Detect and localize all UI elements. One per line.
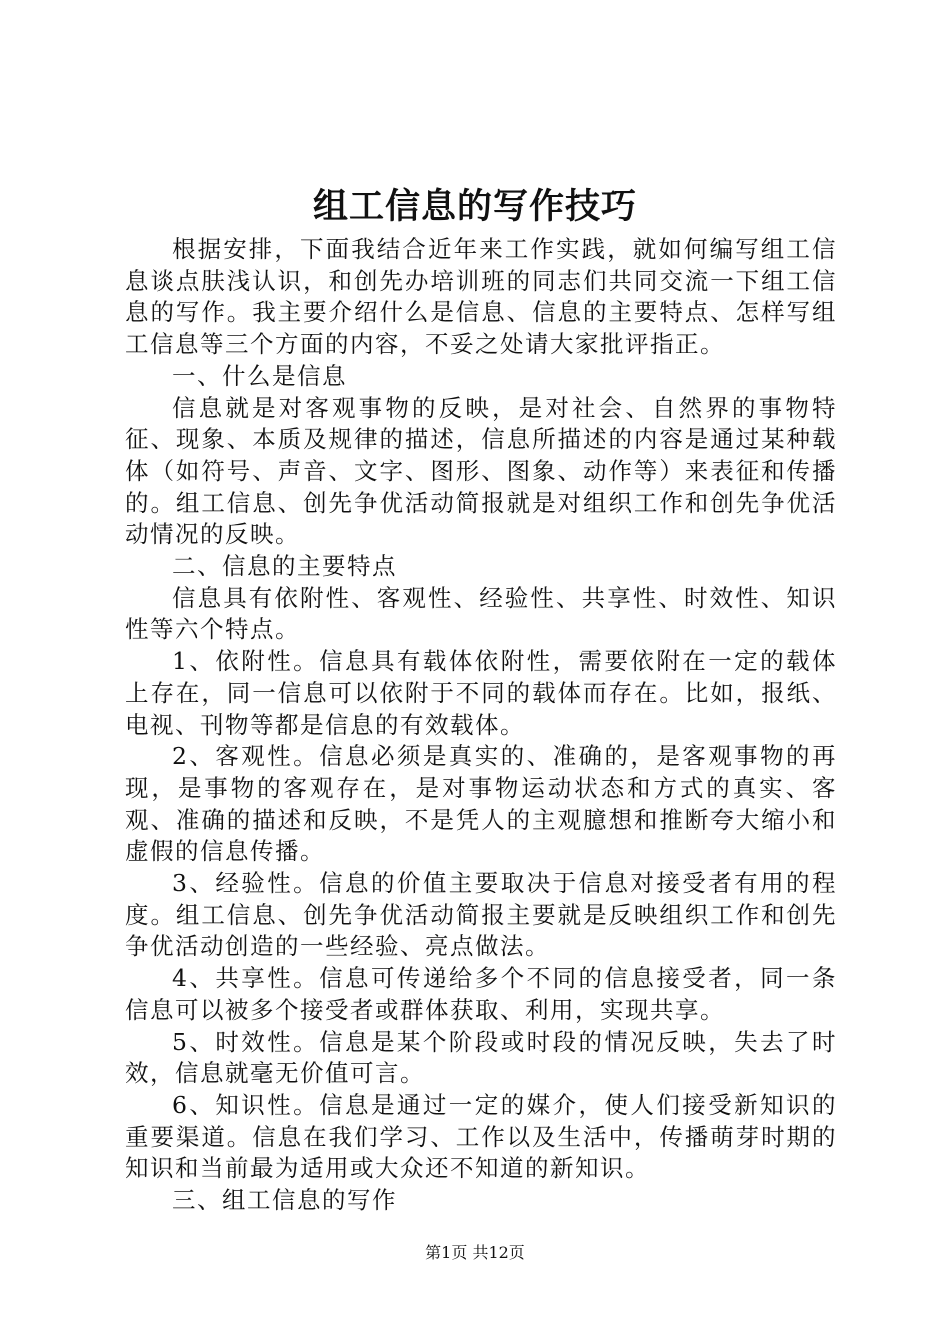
paragraph-feature-1: 1、依附性。信息具有载体依附性，需要依附在一定的载体上存在，同一信息可以依附于不同的载体而存在。比如，报纸、电视、刊物等都是信息的有效载体。: [125, 647, 837, 739]
paragraph-features-summary: 信息具有依附性、客观性、经验性、共享性、时效性、知识性等六个特点。: [125, 583, 837, 644]
document-title: 组工信息的写作技巧: [312, 187, 637, 227]
paragraph-intro: 根据安排，下面我结合近年来工作实践，就如何编写组工信息谈点肤浅认识，和创先办培训班的同志们共同交流一下组工信息的写作。我主要介绍什么是信息、信息的主要特点、怎样写组工信息等三个方面的内容，不妥之处请大家批评指正。: [125, 235, 837, 359]
section-heading-3: 三、组工信息的写作: [172, 1186, 397, 1215]
page-footer: 第1页 共12页: [425, 1243, 525, 1262]
section-heading-2: 二、信息的主要特点: [172, 552, 397, 581]
document-body: [125, 234, 837, 1217]
paragraph-feature-3: 3、经验性。信息的价值主要取决于信息对接受者有用的程度。组工信息、创先争优活动简报主要就是反映组织工作和创先争优活动创造的一些经验、亮点做法。: [125, 869, 837, 961]
section-heading-1: 一、什么是信息: [172, 361, 347, 390]
paragraph-feature-5: 5、时效性。信息是某个阶段或时段的情况反映，失去了时效，信息就毫无价值可言。: [125, 1027, 837, 1088]
paragraph-definition: 信息就是对客观事物的反映，是对社会、自然界的事物特征、现象、本质及规律的描述，信息所描述的内容是通过某种载体（如符号、声音、文字、图形、图象、动作等）来表征和传播的。组工信息、创先争优活动简报就是对组织工作和创先争优活动情况的反映。: [125, 393, 837, 549]
paragraph-feature-2: 2、客观性。信息必须是真实的、准确的，是客观事物的再现，是事物的客观存在，是对事物运动状态和方式的真实、客观、准确的描述和反映，不是凭人的主观臆想和推断夸大缩小和虚假的信息传播。: [125, 742, 837, 866]
paragraph-feature-6: 6、知识性。信息是通过一定的媒介，使人们接受新知识的重要渠道。信息在我们学习、工作以及生活中，传播萌芽时期的知识和当前最为适用或大众还不知道的新知识。: [125, 1090, 837, 1183]
paragraph-feature-4: 4、共享性。信息可传递给多个不同的信息接受者，同一条信息可以被多个接受者或群体获取、利用，实现共享。: [125, 964, 837, 1024]
